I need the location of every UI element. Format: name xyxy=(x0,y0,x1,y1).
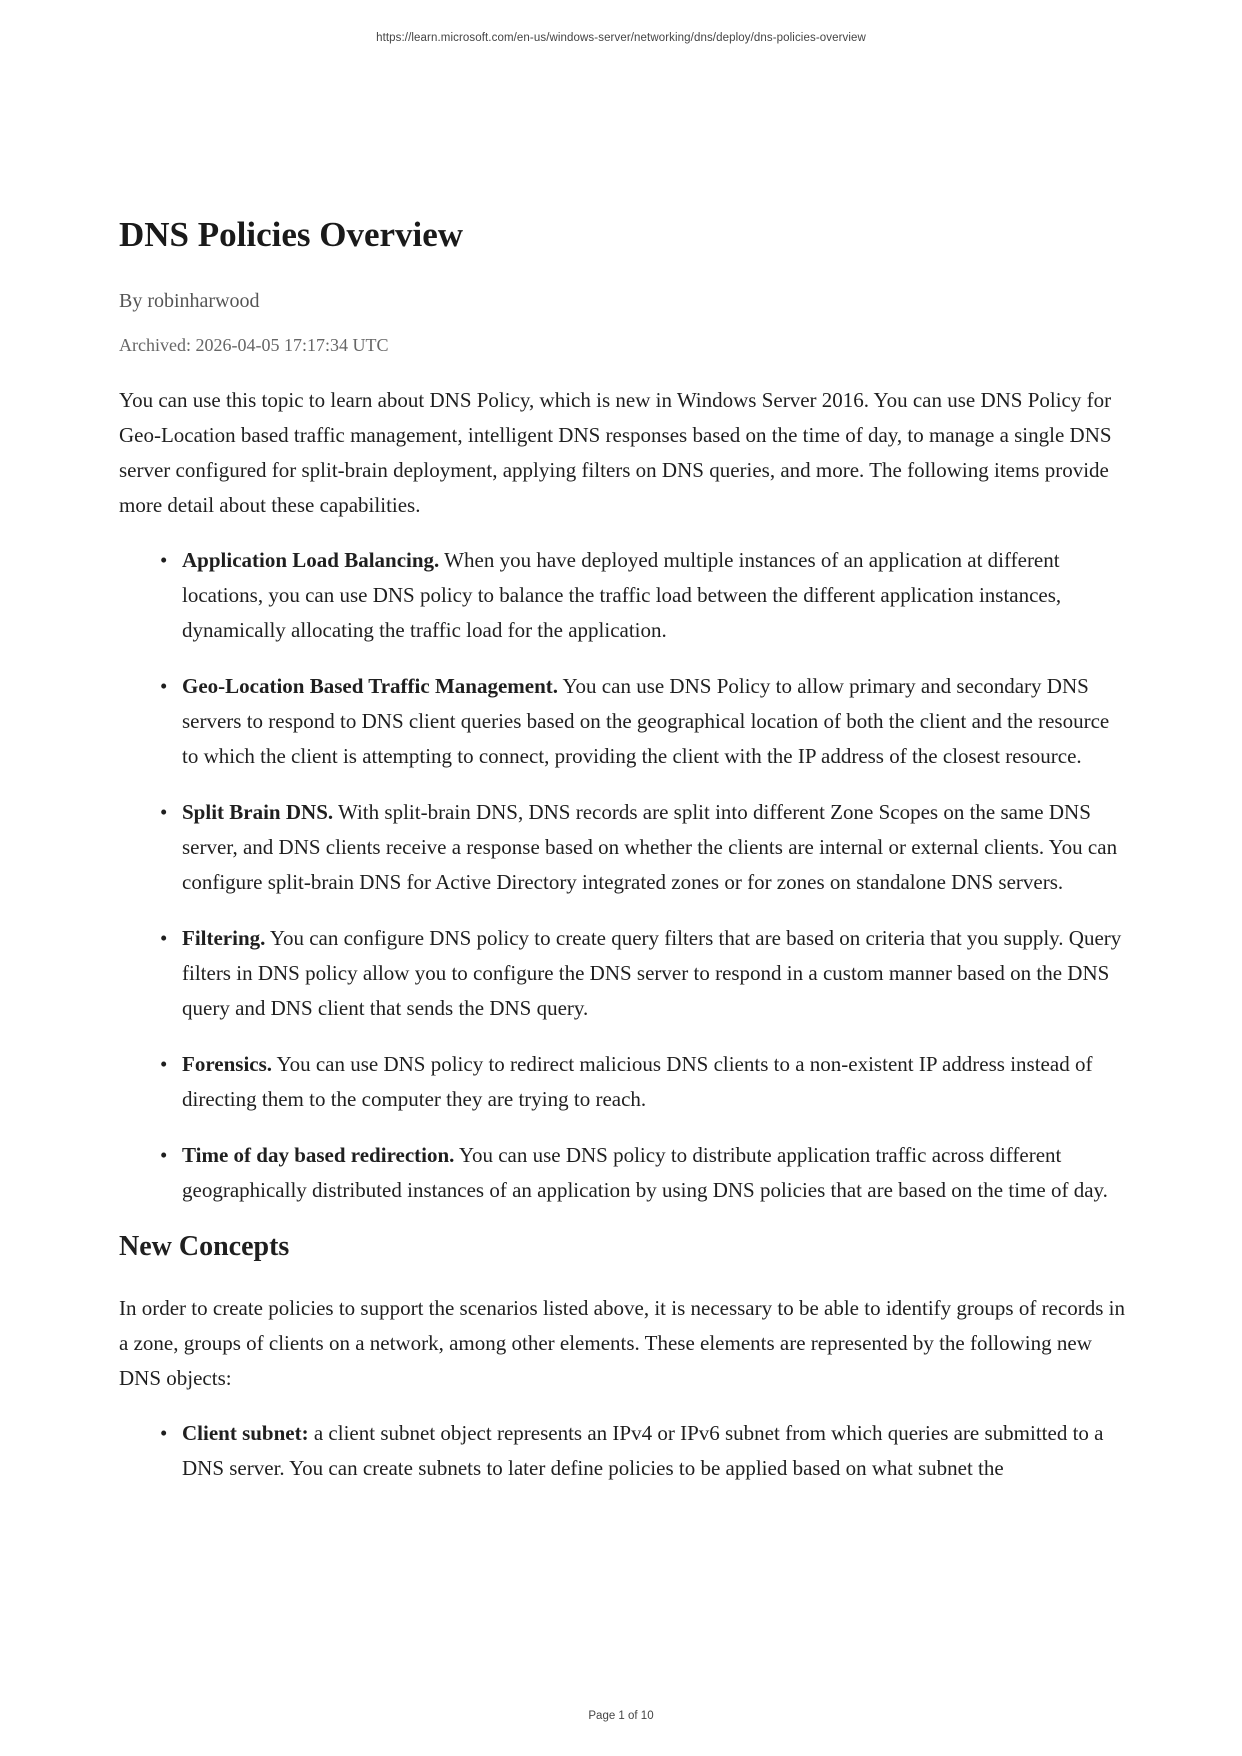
page-url-header: https://learn.microsoft.com/en-us/windows-server/networking/dns/deploy/dns-policies-overview xyxy=(376,32,866,44)
section-heading-new-concepts: New Concepts xyxy=(119,1231,290,1262)
list-item-term: Client subnet: xyxy=(182,1421,309,1445)
article xyxy=(119,212,1129,1507)
bullet-icon: • xyxy=(160,1421,168,1445)
bullet-icon: • xyxy=(160,548,168,572)
list-item-text: When you have deployed multiple instances of an application at different locations, you can use DNS policy to balance the traffic load between the different application instances, dynamically allocating the traffic load for the application. xyxy=(182,548,1062,642)
list-item xyxy=(160,1416,1129,1486)
new-concepts-paragraph: In order to create policies to support the scenarios listed above, it is necessary to be able to identify groups of records in a zone, groups of clients on a network, among other elements. These elements are represented by the following new DNS objects: xyxy=(119,1296,1125,1390)
list-item xyxy=(160,669,1129,774)
new-concepts-list xyxy=(119,1416,1129,1486)
bullet-icon: • xyxy=(160,1143,168,1167)
list-item xyxy=(160,543,1129,648)
archived-timestamp: Archived: 2026-04-05 17:17:34 UTC xyxy=(119,335,389,355)
page-number: Page 1 of 10 xyxy=(588,1710,654,1722)
article-title: DNS Policies Overview xyxy=(119,215,464,254)
article-byline: By robinharwood xyxy=(119,290,260,312)
list-item-term: Split Brain DNS. xyxy=(182,800,334,824)
list-item xyxy=(160,795,1129,900)
list-item-text: You can use DNS Policy to allow primary and secondary DNS servers to respond to DNS client queries based on the geographical location of both the client and the resource to which the client is attempting to connect, providing the client with the IP address of the closest resource. xyxy=(182,674,1110,768)
list-item-text: You can configure DNS policy to create query filters that are based on criteria that you supply. Query filters in DNS policy allow you to configure the DNS server to respond in a custom manner based on the DNS query and DNS client that sends the DNS query. xyxy=(182,926,1122,1020)
list-item-text: With split-brain DNS, DNS records are split into different Zone Scopes on the same DNS server, and DNS clients receive a response based on whether the clients are internal or external clients. You can configure split-brain DNS for Active Directory integrated zones or for zones on standalone DNS servers. xyxy=(182,800,1118,894)
list-item-text: You can use DNS policy to distribute application traffic across different geographically distributed instances of an application by using DNS policies that are based on the time of day. xyxy=(182,1143,1108,1202)
list-item-term: Forensics. xyxy=(182,1052,273,1076)
list-item-term: Application Load Balancing. xyxy=(182,548,440,572)
list-item xyxy=(160,1047,1129,1117)
list-item-term: Filtering. xyxy=(182,926,266,950)
list-item-text: a client subnet object represents an IPv4 or IPv6 subnet from which queries are submitted to a DNS server. You can create subnets to later define policies to be applied based on what subnet the xyxy=(182,1421,1104,1480)
list-item-term: Geo-Location Based Traffic Management. xyxy=(182,674,559,698)
bullet-icon: • xyxy=(160,926,168,950)
list-item xyxy=(160,921,1129,1026)
list-item-term: Time of day based redirection. xyxy=(182,1143,455,1167)
bullet-icon: • xyxy=(160,800,168,824)
list-item xyxy=(160,1138,1129,1208)
intro-paragraph: You can use this topic to learn about DNS Policy, which is new in Windows Server 2016. You can use DNS Policy for Geo-Location based traffic management, intelligent DNS responses based on the time of day, to manage a single DNS server configured for split-brain deployment, applying filters on DNS queries, and more. The following items provide more detail about these capabilities. xyxy=(119,388,1112,517)
bullet-icon: • xyxy=(160,1052,168,1076)
bullet-icon: • xyxy=(160,674,168,698)
capabilities-list xyxy=(119,543,1129,1208)
list-item-text: You can use DNS policy to redirect malicious DNS clients to a non-existent IP address instead of directing them to the computer they are trying to reach. xyxy=(182,1052,1093,1111)
